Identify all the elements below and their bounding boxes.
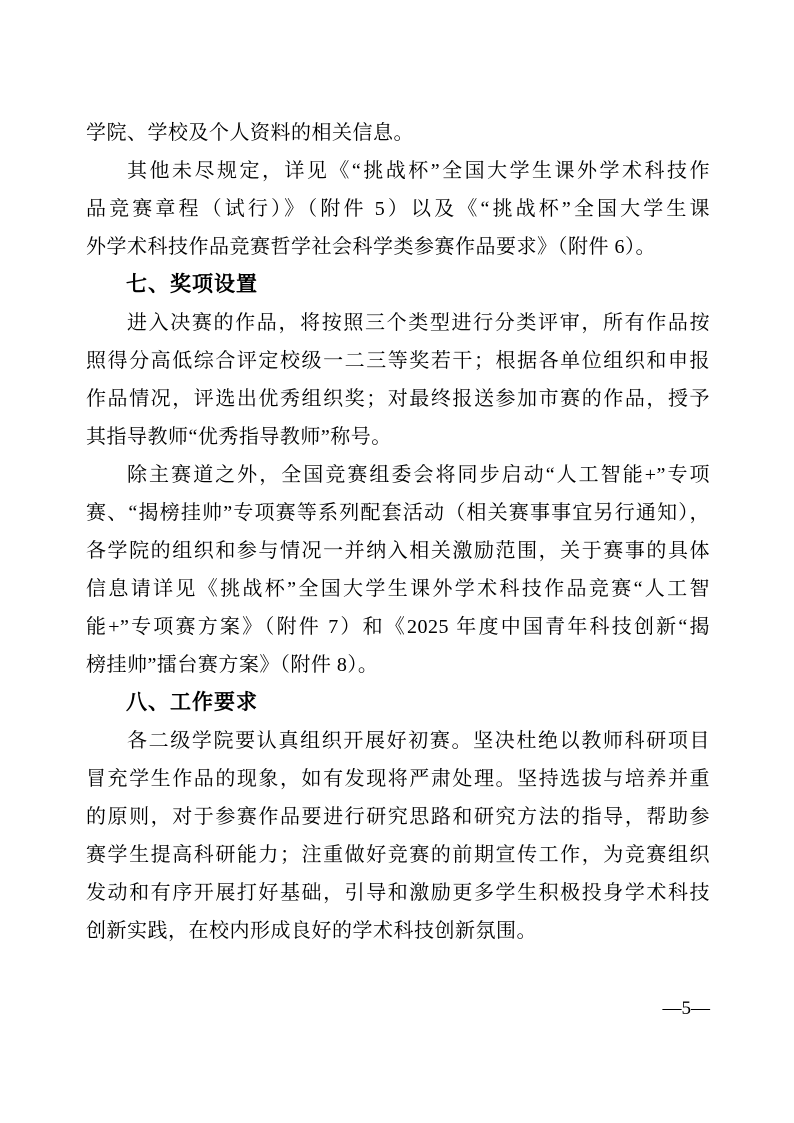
text-line: 能+”专项赛方案》（附件 7）和《2025 年度中国青年科技创新“揭 [86, 616, 710, 638]
text-line: 各二级学院要认真组织开展好初赛。坚决杜绝以教师科研项目 [127, 730, 710, 752]
page-number: —5— [662, 998, 710, 1019]
text-line: 各学院的组织和参与情况一并纳入相关激励范围，关于赛事的具体 [86, 540, 710, 562]
document-body [86, 114, 710, 950]
text-line: 创新实践，在校内形成良好的学术科技创新氛围。 [86, 920, 537, 942]
text-line: 发动和有序开展打好基础，引导和激励更多学生积极投身学术科技 [86, 882, 710, 904]
text-line: 赛学生提高科研能力；注重做好竞赛的前期宣传工作，为竞赛组织 [86, 844, 710, 866]
text-line: 的原则，对于参赛作品要进行研究思路和研究方法的指导，帮助参 [86, 806, 710, 828]
text-line: 其指导教师“优秀指导教师”称号。 [86, 426, 392, 448]
text-line: 学院、学校及个人资料的相关信息。 [86, 122, 414, 144]
text-line: 榜挂帅”擂台赛方案》（附件 8）。 [86, 654, 379, 676]
text-line: 其他未尽规定，详见《“挑战杯”全国大学生课外学术科技作 [127, 160, 710, 182]
text-line: 赛、“揭榜挂帅”专项赛等系列配套活动（相关赛事事宜另行通知）， [86, 502, 710, 524]
text-line: 照得分高低综合评定校级一二三等奖若干；根据各单位组织和申报 [86, 350, 710, 372]
text-line: 品竞赛章程（试行）》（附件 5）以及《“挑战杯”全国大学生课 [86, 198, 710, 220]
text-line: 除主赛道之外，全国竞赛组委会将同步启动“人工智能+”专项 [127, 464, 710, 486]
paragraph-other-provisions [86, 152, 710, 266]
paragraph-work-requirements [86, 722, 710, 950]
text-line: 作品情况，评选出优秀组织奖；对最终报送参加市赛的作品，授予 [86, 388, 710, 410]
paragraph-contact-info-continuation [86, 114, 710, 152]
section-heading-work-requirements: 八、工作要求 [126, 691, 258, 714]
text-line: 信息请详见《挑战杯”全国大学生课外学术科技作品竞赛“人工智 [86, 578, 710, 600]
text-line: 冒充学生作品的现象，如有发现将严肃处理。坚持选拔与培养并重 [86, 768, 710, 790]
paragraph-award-evaluation [86, 304, 710, 456]
text-line: 进入决赛的作品，将按照三个类型进行分类评审，所有作品按 [127, 312, 710, 334]
section-heading-awards: 七、奖项设置 [126, 273, 258, 296]
paragraph-special-tracks [86, 456, 710, 684]
text-line: 外学术科技作品竞赛哲学社会科学类参赛作品要求》（附件 6）。 [86, 236, 656, 258]
